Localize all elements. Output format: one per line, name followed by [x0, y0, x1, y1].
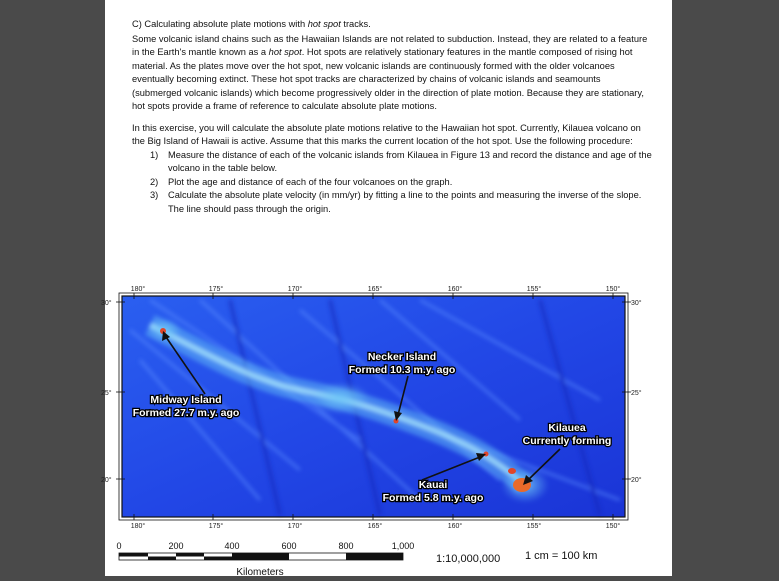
intro-text-1: Some volcanic island chains such as the Hawaiian Islands are not related to subduction. Instead, they are related to a feature in the Earth's mantle known as a	[132, 33, 648, 57]
lon-label: 160°	[447, 523, 463, 530]
scale-tick-label: 1,000	[391, 541, 415, 551]
lat-label: 25°	[101, 390, 112, 397]
step-number: 3)	[150, 190, 159, 200]
scale-tick-label: 400	[224, 541, 240, 551]
step-text: Plot the age and distance of each of the four volcanoes on the graph.	[168, 176, 453, 187]
step-number: 2)	[150, 176, 159, 187]
lat-label: 20°	[101, 477, 112, 484]
lon-label: 165°	[367, 286, 383, 293]
step-text: Measure the distance of each of the volcanic islands from Kilauea in Figure 13 and record the distance and age of the volcano in the table below.	[168, 149, 652, 173]
lat-label: 30°	[631, 300, 642, 307]
kilauea-status: Currently forming	[522, 435, 612, 447]
necker-island-age: Formed 10.3 m.y. ago	[348, 364, 456, 376]
heading-suffix: tracks.	[340, 19, 371, 29]
exercise-paragraph: In this exercise, you will calculate the absolute plate motions relative to the Hawaiian hot spot. Currently, Kilauea volcano on the Big Island of Hawaii is active. Assume that this marks the current location of the hot spot. Use the following procedure:	[132, 122, 641, 146]
lon-label: 175°	[208, 286, 224, 293]
lat-label: 30°	[101, 300, 112, 307]
step-text: Calculate the absolute plate velocity (in mm/yr) by fitting a line to the points and measuring the inverse of the slope. The line should pass through the origin.	[168, 190, 642, 214]
lon-label: 175°	[208, 523, 224, 530]
lon-label: 150°	[605, 286, 621, 293]
intro-emphasis: hot spot	[268, 47, 302, 57]
lon-label: 155°	[526, 286, 542, 293]
lon-label: 155°	[526, 523, 542, 530]
scale-ratio: 1:10,000,000	[436, 553, 501, 565]
kilauea-label: Kilauea	[548, 422, 586, 434]
lon-label: 180°	[130, 523, 146, 530]
heading-prefix: C) Calculating absolute plate motions with	[132, 19, 308, 29]
lon-label: 160°	[447, 286, 463, 293]
kauai-label: Kauai	[418, 479, 448, 491]
scale-unit-label: Kilometers	[236, 567, 284, 576]
scale-tick-label: 600	[281, 541, 297, 551]
lon-label: 180°	[130, 286, 146, 293]
scale-bar	[119, 553, 403, 560]
scale-tick-label: 0	[116, 541, 122, 551]
lon-label: 170°	[287, 523, 303, 530]
midway-island-age: Formed 27.7 m.y. ago	[132, 407, 240, 419]
lon-label: 170°	[287, 286, 303, 293]
scale-equivalence: 1 cm = 100 km	[525, 550, 598, 562]
lon-label: 165°	[367, 523, 383, 530]
maui-shape	[508, 468, 516, 474]
scale-tick-label: 200	[168, 541, 184, 551]
midway-island-label: Midway Island	[150, 394, 222, 406]
necker-island-label: Necker Island	[367, 351, 437, 363]
scale-tick-label: 800	[338, 541, 354, 551]
kauai-age: Formed 5.8 m.y. ago	[382, 492, 484, 504]
lat-label: 20°	[631, 477, 642, 484]
intro-text-2: . Hot spots are relatively stationary features in the mantle composed of rising hot material. As the plates move over the hot spot, new volcanic islands are continuously formed with the older volcanoes eventually becoming extinct. These hot spot tracks are characterized by chains of volcanic islands and seamounts (submerged volcanic islands) which become progressively older in the direction of plate motion. Because they are stationary, hot spots provide a frame of reference to calculate absolute plate motions.	[132, 47, 644, 111]
lon-label: 150°	[605, 523, 621, 530]
lat-label: 25°	[631, 390, 642, 397]
step-number: 1)	[150, 149, 159, 160]
heading-emphasis: hot spot	[307, 19, 341, 29]
